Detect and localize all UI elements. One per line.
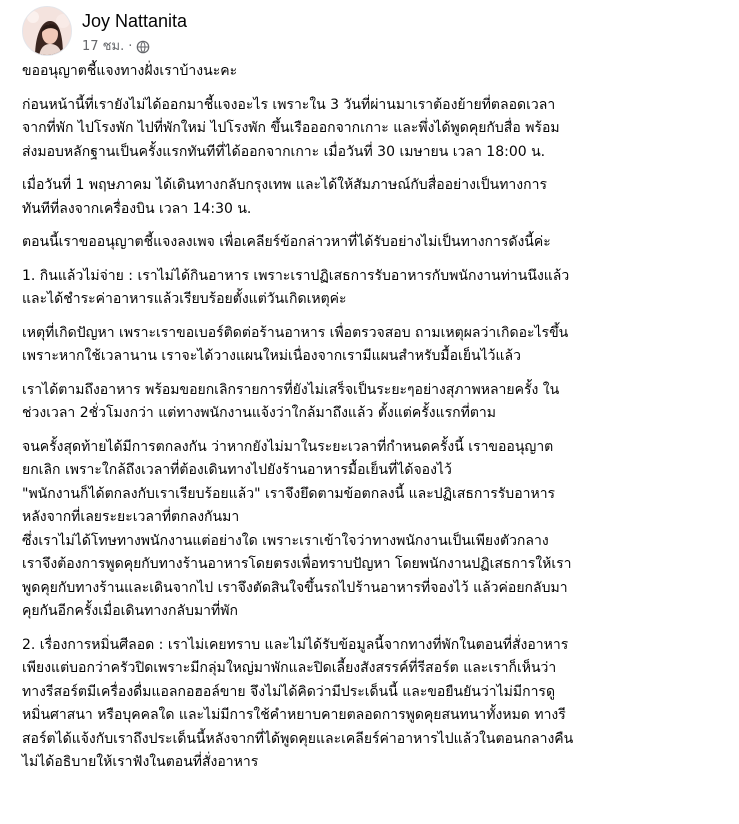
post-paragraph [22, 231, 722, 255]
post-text-line: เหตุที่เกิดปัญหา เพราะเราขอเบอร์ติดต่อร้านอาหาร เพื่อตรวจสอบ ถามเหตุผลว่าเกิดอะไรขึ้น [22, 324, 569, 341]
post-text-line: ตอนนี้เราขออนุญาตชี้แจงลงเพจ เพื่อเคลียร์ข้อกล่าวหาที่ได้รับอย่างไม่เป็นทางการดังนี้ค่ะ [22, 234, 551, 250]
profile-photo-icon [23, 7, 72, 56]
meta-separator: · [128, 39, 133, 54]
post-paragraph [22, 60, 722, 84]
post-text-line: หมิ่นศาสนา หรือบุคคลใด และไม่มีการใช้คำหยาบคายตลอดการพูดคุยสนทนาทั้งหมด ทางรี [22, 707, 566, 723]
post-text-line: "พนักงานก็ได้ตกลงกับเราเรียบร้อยแล้ว" เราจึงยึดตามข้อตกลงนี้ และปฏิเสธการรับอาหาร [22, 485, 556, 502]
post-paragraph [22, 265, 722, 312]
globe-icon[interactable] [136, 40, 150, 54]
post-text-line: ส่งมอบหลักฐานเป็นครั้งแรกทันทีที่ได้ออกจากเกาะ เมื่อวันที่ 30 เมษายน เวลา 18:00 น. [22, 143, 546, 160]
post-text-line: เพราะหากใช้เวลานาน เราจะได้วางแผนใหม่เนื่องจากเรามีแผนสำหรับมื้อเย็นไว้แล้ว [22, 348, 521, 364]
post-text-line: ก่อนหน้านี้ที่เรายังไม่ได้ออกมาชี้แจงอะไร เพราะใน 3 วันที่ผ่านมาเราต้องย้ายที่ตลอดเวลา [22, 96, 556, 113]
post-text-line: เมื่อวันที่ 1 พฤษภาคม ได้เดินทางกลับกรุงเทพ และได้ให้สัมภาษณ์กับสื่ออย่างเป็นทางการ [22, 177, 547, 193]
post-text-line: เราได้ตามถึงอาหาร พร้อมขอยกเลิกรายการที่ยังไม่เสร็จเป็นระยะๆอย่างสุภาพหลายครั้ง ใน [22, 381, 560, 398]
post-header [22, 6, 187, 62]
post-text-line: และได้ชำระค่าอาหารแล้วเรียบร้อยตั้งแต่วันเกิดเหตุค่ะ [22, 291, 347, 307]
post-text-line: 2. เรื่องการหมิ่นศีลอด : เราไม่เคยทราบ และไม่ได้รับข้อมูลนี้จากทางที่พักในตอนที่สั่งอาหาร [22, 636, 569, 653]
post-text-line: 1. กินแล้วไม่จ่าย : เราไม่ได้กินอาหาร เพราะเราปฏิเสธการรับอาหารกับพนักงานท่านนึงแล้ว [22, 267, 570, 284]
post-text-line: จนครั้งสุดท้ายได้มีการตกลงกัน ว่าหากยังไม่มาในระยะเวลาที่กำหนดครั้งนี้ เราขออนุญาต [22, 438, 554, 455]
post-paragraph [22, 174, 722, 221]
post-text-line: สอร์ตได้แจ้งกับเราถึงประเด็นนี้หลังจากที่ได้พูดคุยและเคลียร์ค่าอาหารไปแล้วในตอนกลางคืน [22, 730, 574, 747]
post-text-line: ไม่ได้อธิบายให้เราฟังในตอนที่สั่งอาหาร [22, 754, 259, 770]
post-text-line: ทางรีสอร์ตมีเครื่องดื่มแอลกอฮอล์ขาย จึงไม่ได้คิดว่ามีประเด็นนี้ และขอยืนยันว่าไม่มีการดู [22, 683, 556, 700]
post-text-line: คุยกันอีกครั้งเมื่อเดินทางกลับมาที่พัก [22, 603, 238, 619]
post-text-line: หลังจากที่เลยระยะเวลาที่ตกลงกันมา [22, 509, 240, 525]
post-paragraph [22, 94, 722, 165]
post-text-line: ขออนุญาตชี้แจงทางฝั่งเราบ้างนะคะ [22, 63, 238, 79]
post-text-line: เพียงแต่บอกว่าครัวปิดเพราะมีกลุ่มใหญ่มาพักและปิดเลี้ยงสังสรรค์ที่รีสอร์ต และเราก็เห็นว่า [22, 660, 557, 676]
post-text-line: ยกเลิก เพราะใกล้ถึงเวลาที่ต้องเดินทางไปยังร้านอาหารมื้อเย็นที่ได้จองไว้ [22, 462, 452, 478]
post-text-line: เราจึงต้องการพูดคุยกับทางร้านอาหารโดยตรงเพื่อทราบปัญหา โดยพนักงานปฏิเสธการให้เรา [22, 556, 572, 572]
avatar[interactable] [22, 6, 72, 56]
post-paragraph [22, 634, 722, 775]
post-paragraph [22, 436, 722, 624]
post-body [22, 60, 722, 785]
post-text-line: ซึ่งเราไม่ได้โทษทางพนักงานแต่อย่างใด เพราะเราเข้าใจว่าทางพนักงานเป็นเพียงตัวกลาง [22, 532, 549, 549]
post-text-line: พูดคุยกับทางร้านและเดินจากไป เราจึงตัดสินใจขึ้นรถไปร้านอาหารที่จองไว้ แล้วค่อยกลับมา [22, 579, 568, 596]
post-paragraph [22, 379, 722, 426]
author-name[interactable]: Joy Nattanita [82, 11, 188, 31]
post-text-line: จากที่พัก ไปโรงพัก ไปที่พักใหม่ ไปโรงพัก ขึ้นเรือออกจากเกาะ และพึ่งได้พูดคุยกับสื่อ พร้อม [22, 120, 560, 136]
post-text-line: ช่วงเวลา 2ชั่วโมงกว่า แต่ทางพนักงานแจ้งว่าใกล้มาถึงแล้ว ตั้งแต่ครั้งแรกที่ตาม [22, 405, 497, 421]
post-timestamp[interactable]: 17 ชม. [82, 39, 125, 54]
post-paragraph [22, 322, 722, 369]
post-meta [82, 39, 187, 55]
post-text-line: ทันทีที่ลงจากเครื่องบิน เวลา 14:30 น. [22, 200, 252, 217]
